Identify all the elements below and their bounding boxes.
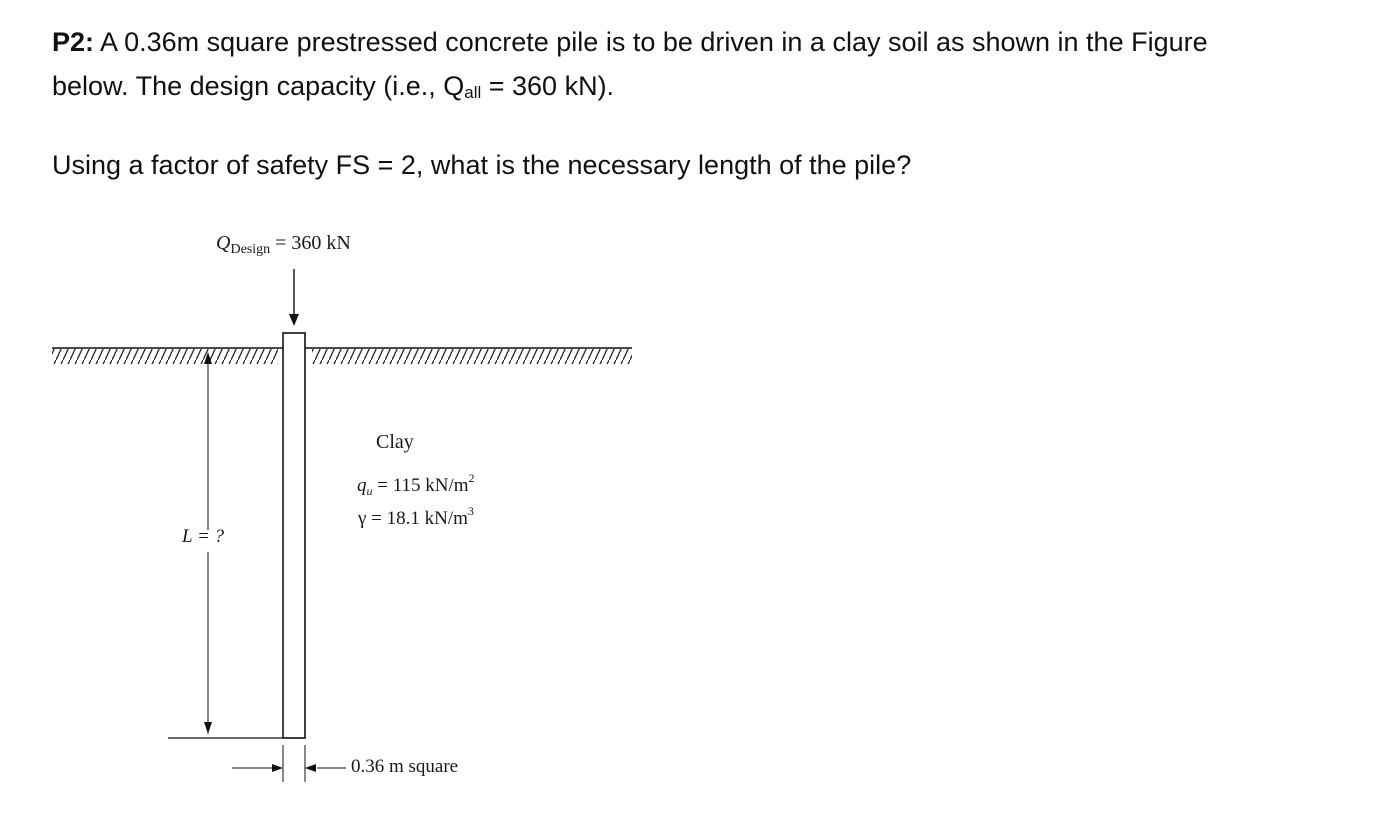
gamma-symbol: γ xyxy=(358,508,367,529)
unit-weight xyxy=(357,504,474,529)
design-load-label xyxy=(216,232,351,257)
design-load-symbol: Q xyxy=(216,232,231,254)
qu-exponent: 2 xyxy=(468,471,475,485)
gamma-exponent: 3 xyxy=(467,504,474,518)
soil-type-label: Clay xyxy=(376,431,414,453)
problem-line-2-end: = 360 kN). xyxy=(481,71,615,101)
unconfined-strength xyxy=(357,471,475,498)
dimension-arrow-down-icon xyxy=(204,722,212,734)
design-load-value: = 360 kN xyxy=(270,232,351,254)
load-arrow-icon xyxy=(289,269,299,326)
qu-symbol: q xyxy=(357,475,367,496)
qu-subscript: u xyxy=(366,484,373,498)
pile-length-label: L = ? xyxy=(182,526,225,547)
width-dimension xyxy=(232,745,346,782)
problem-label: P2: xyxy=(52,27,95,57)
concrete-pile xyxy=(283,333,305,738)
problem-capacity-subscript: all xyxy=(464,83,482,102)
gamma-value: = 18.1 kN/m xyxy=(366,508,468,529)
width-arrow-right-icon xyxy=(272,764,283,772)
width-arrow-left-icon xyxy=(305,764,316,772)
qu-value: = 115 kN/m xyxy=(372,475,469,496)
pile-width-label: 0.36 m square xyxy=(351,756,459,777)
problem-line-2: below. The design capacity (i.e., Q xyxy=(52,71,465,101)
problem-line-1: A 0.36m square prestressed concrete pile is to be driven in a clay soil as shown in the Figure xyxy=(94,27,1208,57)
problem-question: Using a factor of safety FS = 2, what is the necessary length of the pile? xyxy=(52,150,912,180)
ground-surface xyxy=(52,348,632,364)
design-load-subscript: Design xyxy=(230,242,271,257)
